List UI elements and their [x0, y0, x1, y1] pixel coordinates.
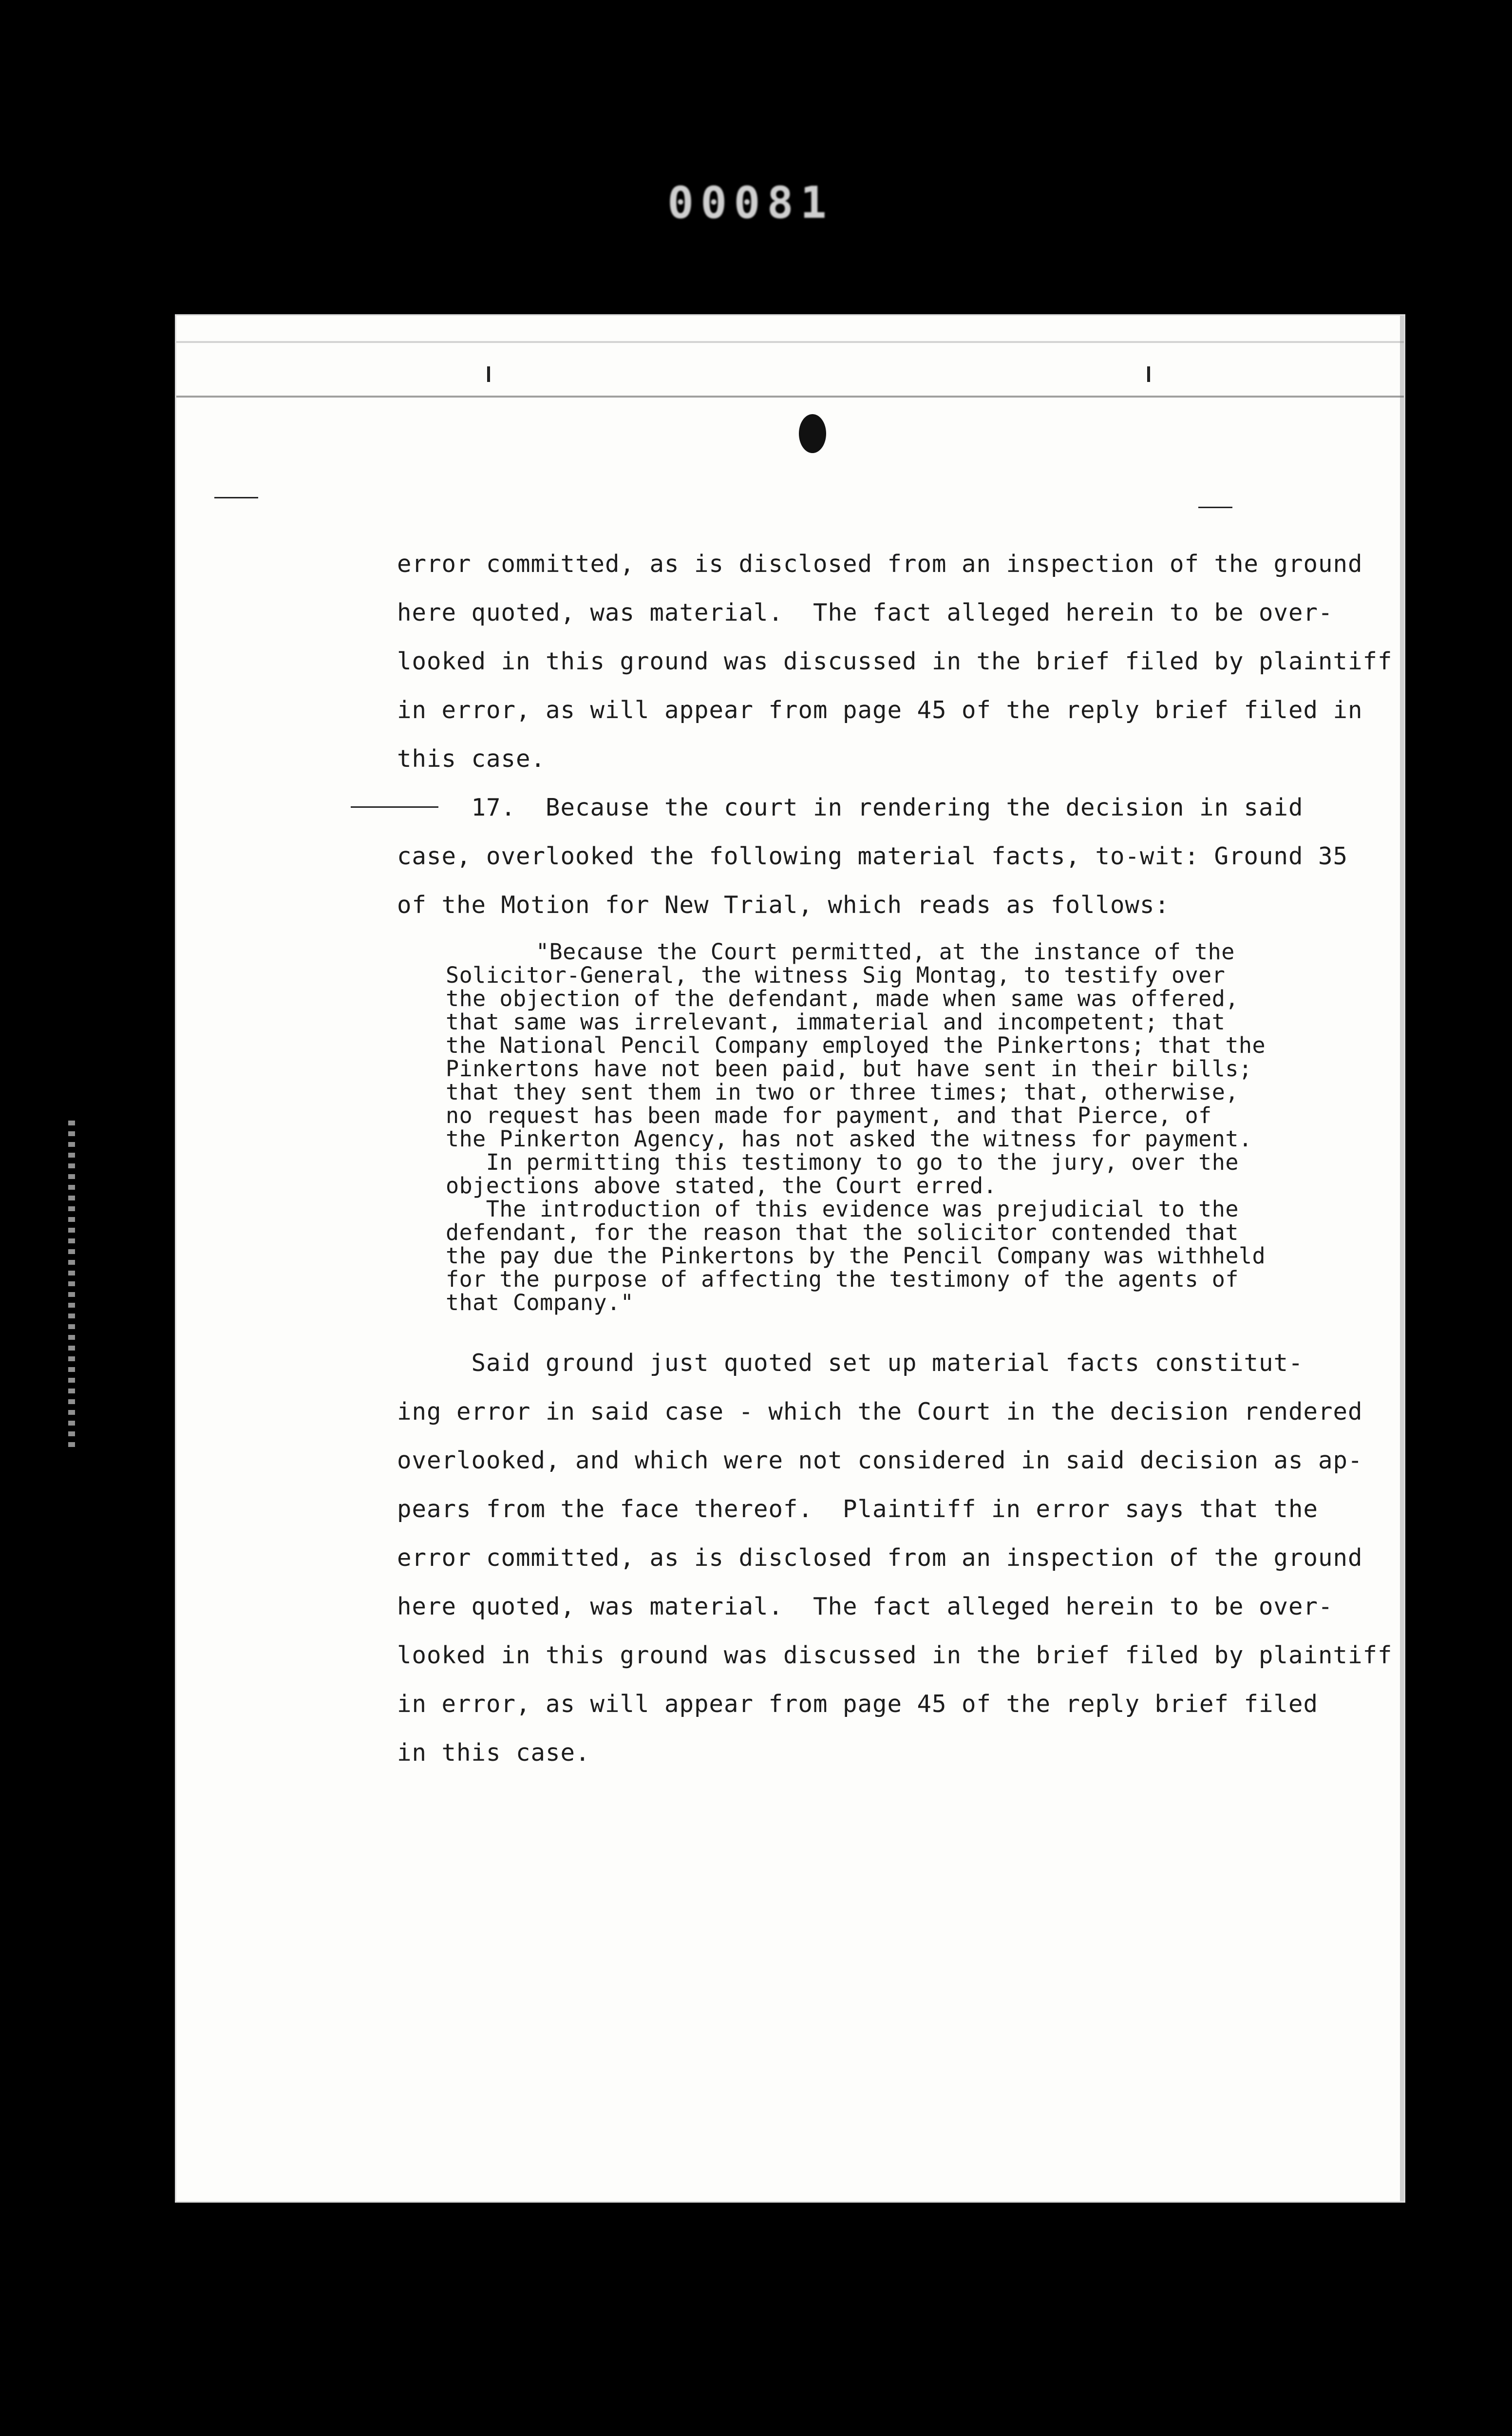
frame-number: 00081: [667, 177, 833, 228]
text-line: this case.: [397, 745, 546, 773]
text-line: here quoted, was material. The fact alleged herein to be over-: [397, 599, 1333, 627]
quote-line: the National Pencil Company employed the Pinkertons; that the: [446, 1032, 1266, 1058]
text-line: in error, as will appear from page 45 of the reply brief filed: [397, 1690, 1319, 1718]
text-line: Said ground just quoted set up material facts constitut-: [397, 1349, 1304, 1377]
text-line: of the Motion for New Trial, which reads as follows:: [397, 891, 1170, 919]
text-line: case, overlooked the following material facts, to-wit: Ground 35: [397, 842, 1348, 870]
quote-line: In permitting this testimony to go to the jury, over the: [446, 1149, 1239, 1175]
text-line: pears from the face thereof. Plaintiff in error says that the: [397, 1495, 1319, 1523]
text-line: 17. Because the court in rendering the decision in said: [397, 794, 1304, 821]
quote-line: defendant, for the reason that the solicitor contended that: [446, 1219, 1239, 1245]
quote-line: that Company.": [446, 1290, 634, 1315]
text-line: looked in this ground was discussed in the brief filed by plaintiff: [397, 1641, 1393, 1669]
quote-line: that they sent them in two or three times; that, otherwise,: [446, 1079, 1239, 1105]
quote-line: for the purpose of affecting the testimony of the agents of: [446, 1266, 1239, 1292]
quote-line: "Because the Court permitted, at the instance of the: [536, 939, 1235, 965]
text-line: in error, as will appear from page 45 of the reply brief filed in: [397, 696, 1363, 724]
quote-line: Pinkertons have not been paid, but have sent in their bills;: [446, 1056, 1252, 1082]
scan-mark: [1198, 507, 1232, 508]
quote-line: that same was irrelevant, immaterial and incompetent; that: [446, 1009, 1226, 1035]
quote-line: the Pinkerton Agency, has not asked the witness for payment.: [446, 1126, 1252, 1152]
top-rule-2: [176, 341, 1404, 343]
text-line: in this case.: [397, 1739, 590, 1767]
scan-mark: [1147, 366, 1150, 382]
text-line: error committed, as is disclosed from an inspection of the ground: [397, 1544, 1363, 1572]
text-line: here quoted, was material. The fact alleged herein to be over-: [397, 1593, 1333, 1620]
text-line: error committed, as is disclosed from an inspection of the ground: [397, 550, 1363, 578]
text-line: overlooked, and which were not considered in said decision as ap-: [397, 1446, 1363, 1474]
quote-line: Solicitor-General, the witness Sig Montag, to testify over: [446, 962, 1226, 988]
scan-mark: [487, 366, 490, 382]
quote-line: objections above stated, the Court erred.: [446, 1173, 997, 1199]
text-line: ing error in said case - which the Court in the decision rendered: [397, 1398, 1363, 1426]
top-rule: [176, 396, 1404, 398]
side-noise: [68, 1121, 75, 1452]
scan-mark: [214, 497, 258, 498]
punch-hole: [799, 414, 826, 453]
quote-line: The introduction of this evidence was prejudicial to the: [446, 1196, 1239, 1222]
quote-line: the pay due the Pinkertons by the Pencil Company was withheld: [446, 1243, 1266, 1269]
quote-line: no request has been made for payment, and that Pierce, of: [446, 1103, 1212, 1128]
quote-line: the objection of the defendant, made when same was offered,: [446, 986, 1239, 1011]
text-line: looked in this ground was discussed in the brief filed by plaintiff: [397, 647, 1393, 675]
page-edge: [1400, 316, 1404, 2201]
